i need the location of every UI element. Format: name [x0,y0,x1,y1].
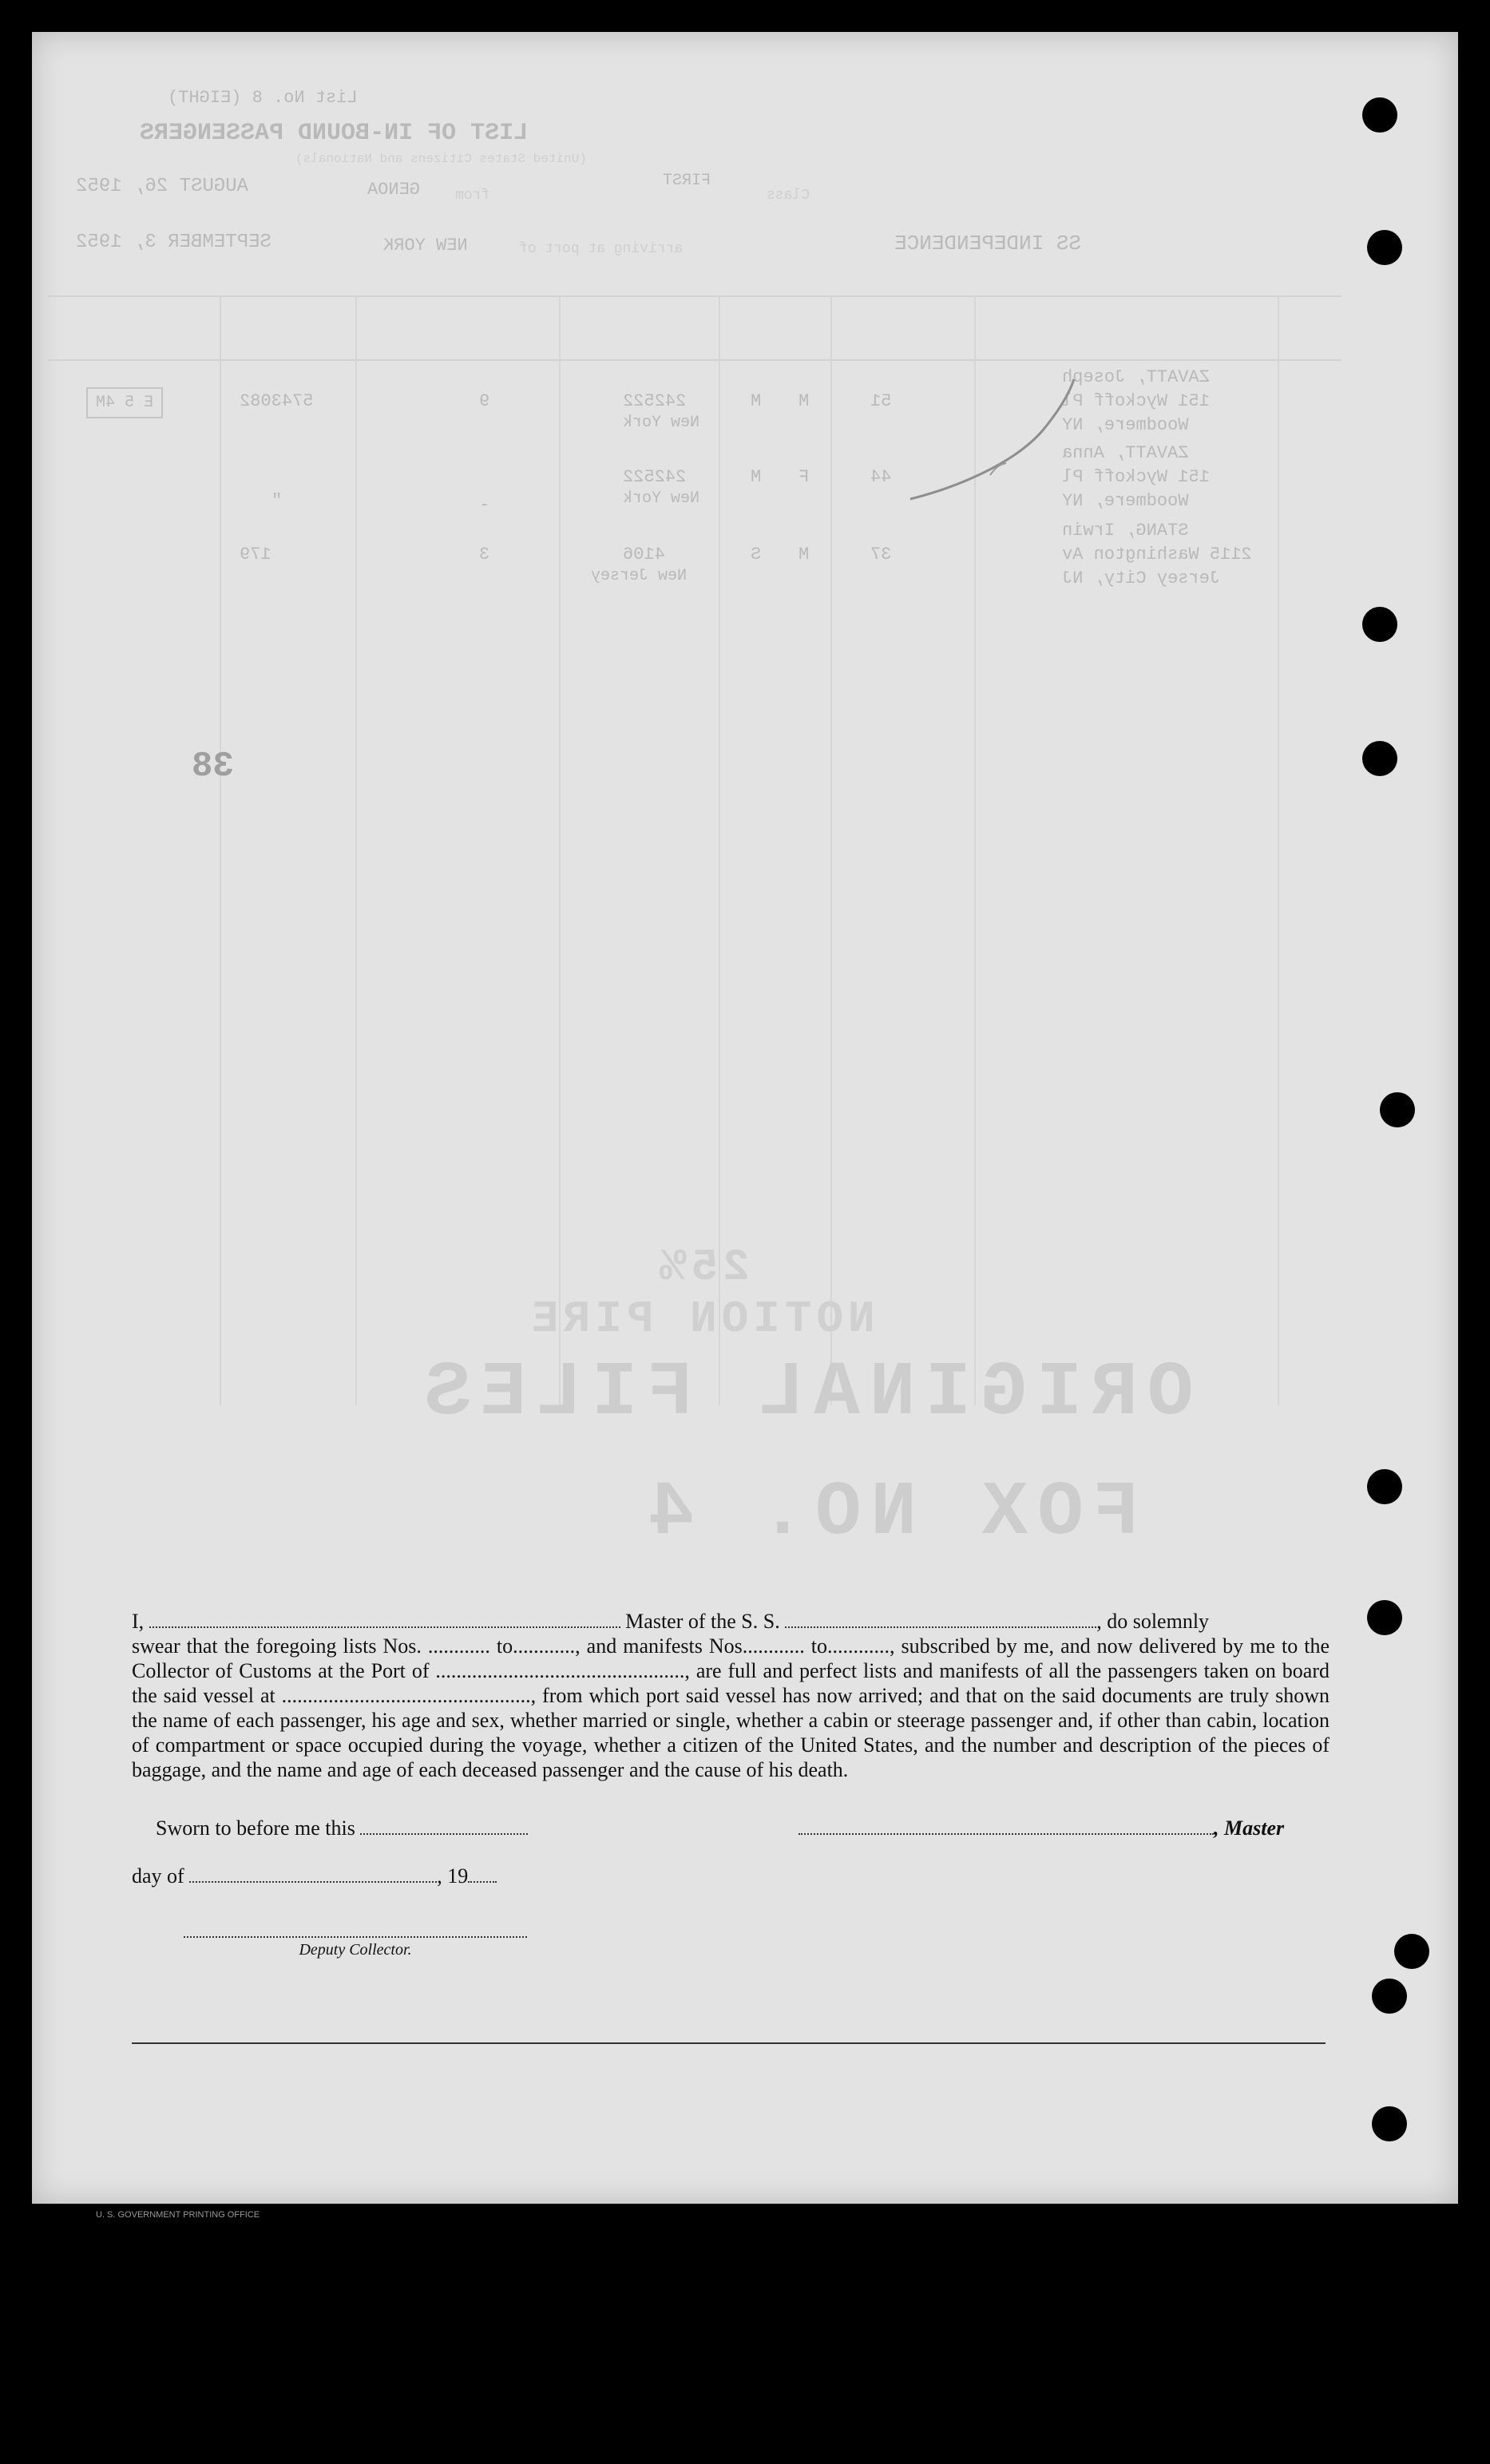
sworn-date-blank [360,1817,528,1835]
ghost-stamp-line: NOTION PIRE [527,1293,875,1345]
declaration-master-of: Master of the S. S. [625,1610,780,1633]
punch-hole [1367,1469,1402,1504]
ghost-passenger-name: ZAVATT, Joseph [1062,367,1210,387]
ghost-passenger-city: Woodmere, NY [1062,415,1189,435]
ghost-arrival-port: NEW YORK [383,236,468,256]
master-declaration [132,1609,1330,1782]
ghost-passenger-ref: 179 [240,545,271,565]
master-label: , Master [1214,1816,1285,1840]
ghost-passenger-count: - [479,495,490,515]
punch-hole [1367,1600,1402,1635]
ghost-column-line [1278,295,1279,1405]
ghost-passenger-sex: F [798,467,810,487]
declaration-i: I, [132,1610,145,1633]
pencil-mark [902,375,1094,511]
ghost-passenger-name: ZAVATT, Anna [1062,443,1189,463]
declaration-first-line [132,1609,1330,1634]
ghost-rule [48,359,1341,361]
punch-hole [1372,1979,1407,2014]
declaration-body: swear that the foregoing lists Nos. ............ to............, and manifests Nos............ to............, subscribed by me, and now delivered by me to the Collector of Customs at the Port of ................................................, are full and perfect lists and manifests of all the passengers taken on board the said vessel at ................................................, from which port said vessel has now arrived; and that on the said documents are truly shown the name of each passenger, his age and sex, whether married or single, whether a cabin or steerage passenger and, if other than cabin, location of compartment or space occupied during the voyage, whether a citizen of the United States, and the number and description of the pieces of baggage, and the name and age of each deceased passenger and the cause of his death. [132,1634,1330,1781]
ghost-stamp-line: 25% [655,1242,750,1293]
ghost-passenger-status: M [751,467,762,487]
ghost-passenger-city: Jersey City, NJ [1062,568,1221,588]
master-signature-line [798,1816,1284,1840]
master-signature-blank [798,1817,1214,1835]
punch-hole [1372,2106,1407,2141]
ghost-passenger-age: 51 [870,391,892,411]
ghost-column-line [830,295,832,1405]
ghost-class-value: FIRST [663,172,711,190]
bottom-rule [132,2042,1326,2044]
ghost-passenger-address: 151 Wyckoff Pl [1062,467,1210,487]
punch-hole [1362,97,1397,133]
ghost-passenger-city: Woodmere, NY [1062,491,1189,511]
punch-hole [1362,741,1397,776]
ghost-passenger-age: 44 [870,467,892,487]
ghost-from-date: AUGUST 26, 1952 [76,176,249,197]
ghost-vessel: SS INDEPENDENCE [894,232,1082,256]
year-label: , 19 [437,1864,469,1888]
manifest-page [32,32,1458,2220]
ghost-passenger-state: New Jersey [591,567,688,585]
ghost-passenger-number: 4106 [623,545,665,565]
ghost-from-port: GENOA [367,180,421,200]
declaration-solemnly: , do solemnly [1096,1610,1210,1633]
ghost-passenger-ref: " [271,491,283,511]
ghost-passenger-ref: 5743082 [240,391,314,411]
fine-print: U. S. GOVERNMENT PRINTING OFFICE [96,2210,260,2220]
day-of-line [132,1864,497,1888]
day-of-label: day of [132,1864,184,1888]
ghost-stamp-line: FOX NO. 4 [639,1469,1139,1556]
ghost-rule [48,295,1341,297]
ghost-passenger-name: STANG, Irwin [1062,521,1189,541]
ghost-column-line [220,295,221,1405]
ghost-passenger-state: New York [623,489,700,508]
ghost-passenger-count: 3 [479,545,490,565]
ghost-arriving-label: arriving at port of [519,241,684,257]
sworn-line [156,1816,528,1840]
ghost-passenger-sex: M [798,391,810,411]
punch-hole [1380,1092,1415,1127]
ghost-passenger-age: 37 [870,545,892,565]
ghost-column-line [355,295,357,1405]
ghost-arrival-date: SEPTEMBER 3, 1952 [76,232,271,253]
ghost-passenger-status: S [751,545,762,565]
ghost-title: LIST OF IN-BOUND PASSENGERS [140,120,529,147]
year-blank [468,1865,497,1883]
ghost-list-no: List No. 8 (EIGHT) [168,88,358,108]
ghost-stamp-line: ORIGINAL FILES [415,1349,1194,1436]
punch-hole [1367,230,1402,265]
ghost-passenger-state: New York [623,414,700,432]
ghost-passenger-address: 151 Wyckoff Pl [1062,391,1210,411]
ghost-column-line [719,295,720,1405]
ghost-from-label: from [455,188,490,204]
day-of-blank [189,1865,437,1883]
vessel-name-blank [785,1610,1096,1628]
punch-hole [1362,607,1397,642]
ghost-passenger-number: 242522 [623,467,687,487]
punch-hole [1394,1934,1429,1969]
ghost-passenger-address: 2115 Washington Av [1062,545,1252,565]
ghost-page-number: 38 [192,747,234,786]
ghost-class-label: Class [767,188,810,204]
ghost-passenger-count: 9 [479,391,490,411]
ghost-column-line [559,295,561,1405]
sworn-label: Sworn to before me this [156,1816,355,1840]
ghost-subtitle: (United States Citizens and Nationals) [295,152,587,166]
ghost-passenger-status: M [751,391,762,411]
master-name-blank [149,1610,620,1628]
ghost-passenger-sex: M [798,545,810,565]
ghost-passenger-number: 242522 [623,391,687,411]
ghost-stamp-box: E 5 4M [86,387,163,418]
deputy-collector-label: Deputy Collector. [184,1936,527,1959]
